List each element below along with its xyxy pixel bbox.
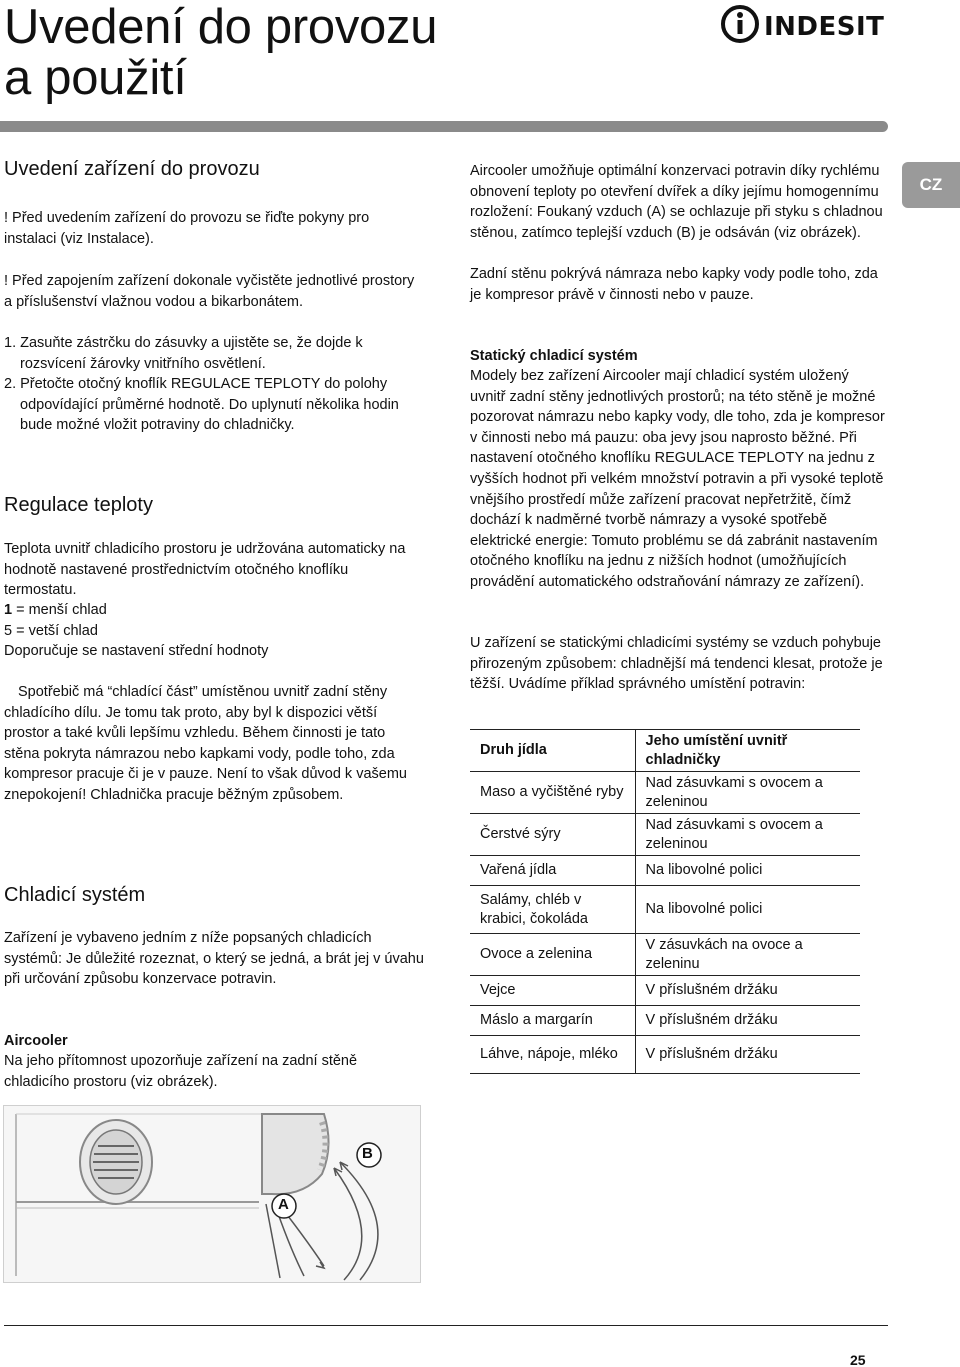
table-header-location: Jeho umístění uvnitř chladničky xyxy=(635,730,860,772)
table-cell-location: V příslušném držáku xyxy=(635,976,860,1006)
page-title xyxy=(4,2,437,104)
table-cell-location: V příslušném držáku xyxy=(635,1006,860,1036)
temperature-level-1-number: 1 xyxy=(4,602,13,618)
static-system-subheading: Statický chladicí systém xyxy=(470,348,638,364)
setup-note-cleaning: ! Před zapojením zařízení dokonale vyčistěte jednotlivé prostory a příslušenství vlažnou vodou a bikarbonátem. xyxy=(4,273,415,310)
table-cell-food: Čerstvé sýry xyxy=(470,814,635,856)
table-cell-food: Vejce xyxy=(470,976,635,1006)
header-rule xyxy=(0,121,888,132)
setup-step-1: 1. Zasuňte zástrčku do zásuvky a ujistěte se, že dojde k rozsvícení žárovky vnitřního osvětlení. xyxy=(4,335,363,372)
static-airflow-paragraph: U zařízení se statickými chladicími systémy se vzduch pohybuje přirozeným způsobem: chladnější má tendenci klesat, protože je těžší. Uvádíme příklad správného umístění potravin: xyxy=(470,635,883,693)
table-row xyxy=(470,886,860,934)
static-system-paragraph: Modely bez zařízení Aircooler mají chladicí systém uložený uvnitř zadní stěny jednotlivých prostorů; na této stěně je možné pozorovat námrazu nebo kapky vody, dle toho, zda je kompresor v činnosti nebo má pauzu: oba jevy jsou naprosto běžné. Při nastavení otočného knoflíku REGULACE TEPLOTY na jednu z vyšších hodnot při velkém množství potravin a při vysoké teplotě vnějšího prostředí může zařízení pracovat nepřetržitě, čímž dochází k nadměrné tvorbě námrazy a vysoké spotřebě elektrické energie: Tomuto problému se dá zabránit nastavením otočného knoflíku na jednu z nižších hodnot (umožňujících provádění automatického odstraňování námrazy ze zařízení). xyxy=(470,368,885,590)
temperature-level-1 xyxy=(4,600,424,621)
section-heading-temperature: Regulace teploty xyxy=(4,494,153,516)
svg-text:INDESIT: INDESIT xyxy=(764,12,885,42)
table-row xyxy=(470,976,860,1006)
food-placement-table xyxy=(470,729,860,1074)
table-row xyxy=(470,772,860,814)
table-cell-food: Láhve, nápoje, mléko xyxy=(470,1036,635,1074)
aircooler-description: Aircooler umožňuje optimální konzervaci potravin díky rychlému obnovení teploty po otevření dvířek a díky jejímu homogennímu rozložení: Foukaný vzduch (A) se ochlazuje při styku s chladnou stěnou, zatímco teplejší vzduch (B) je odsáván (viz obrázek). xyxy=(470,163,883,241)
page-title-line2: a použití xyxy=(4,51,187,105)
setup-step-2: 2. Přetočte otočný knoflík REGULACE TEPLOTY do polohy odpovídající průměrné hodnotě. Do uplynutí několika hodin bude možné vložit potraviny do chladničky. xyxy=(4,376,399,434)
table-row xyxy=(470,934,860,976)
table-cell-food: Vařená jídla xyxy=(470,856,635,886)
figure-label-b: B xyxy=(362,1145,373,1162)
figure-label-a: A xyxy=(278,1196,289,1213)
aircooler-subheading: Aircooler xyxy=(4,1033,68,1049)
aircooler-frost-note: Zadní stěnu pokrývá námraza nebo kapky vody podle toho, zda je kompresor právě v činnosti nebo v pauze. xyxy=(470,266,878,303)
table-header-row xyxy=(470,730,860,772)
table-row xyxy=(470,814,860,856)
table-cell-location: Na libovolné polici xyxy=(635,886,860,934)
aircooler-paragraph: Na jeho přítomnost upozorňuje zařízení na zadní stěně chladicího prostoru (viz obrázek). xyxy=(4,1053,358,1090)
table-cell-food: Máslo a margarín xyxy=(470,1006,635,1036)
table-row xyxy=(470,856,860,886)
table-cell-location: Nad zásuvkami s ovocem a zeleninou xyxy=(635,772,860,814)
section-heading-cooling-system: Chladicí systém xyxy=(4,884,146,906)
table-row xyxy=(470,1006,860,1036)
cooling-part-paragraph: Spotřebič má “chladící část” umístěnou uvnitř zadní stěny chladícího dílu. Je tomu tak proto, aby byl k dispozici větší prostor a také kvůli lepšímu vzhledu. Během činnosti je tato stěna pokryta námrazou nebo kapkami vody, podle toho, zda kompresor pracuje či je v pauze. Není to však důvod k vašemu znepokojení! Chladnička pracuje běžným způsobem. xyxy=(4,684,407,803)
page-title-line1: Uvedení do provozu xyxy=(4,0,438,54)
temperature-paragraph: Teplota uvnitř chladicího prostoru je udržována automaticky na hodnotě nastavené prostřednictvím otočného knoflíku termostatu. xyxy=(4,541,406,599)
aircooler-figure xyxy=(3,1105,421,1283)
table-cell-food: Ovoce a zelenina xyxy=(470,934,635,976)
setup-note-installation xyxy=(4,208,424,249)
table-cell-location: V zásuvkách na ovoce a zeleninu xyxy=(635,934,860,976)
temperature-recommendation: Doporučuje se nastavení střední hodnoty xyxy=(4,643,269,659)
table-row xyxy=(470,1036,860,1074)
footer-rule xyxy=(4,1325,888,1326)
table-cell-food: Salámy, chléb v krabici, čokoláda xyxy=(470,886,635,934)
table-cell-food: Maso a vyčištěné ryby xyxy=(470,772,635,814)
temperature-level-1-text: = menší chlad xyxy=(12,602,107,618)
table-cell-location: V příslušném držáku xyxy=(635,1036,860,1074)
table-cell-location: Na libovolné polici xyxy=(635,856,860,886)
temperature-level-5: 5 = vetší chlad xyxy=(4,623,98,639)
setup-note-installation-text: ! Před uvedením zařízení do provozu se řiďte pokyny pro instalaci (viz Instalace). xyxy=(4,210,370,247)
indesit-logo xyxy=(720,2,888,48)
cooling-system-paragraph: Zařízení je vybaveno jedním z níže popsaných chladicích systémů: Je důležité rozeznat, o který se jedná, a brát jej v úvahu při určování způsobu konzervace potravin. xyxy=(4,930,424,988)
table-cell-location: Nad zásuvkami s ovocem a zeleninou xyxy=(635,814,860,856)
page-number: 25 xyxy=(850,1352,866,1367)
language-tab: CZ xyxy=(902,162,960,208)
table-header-food: Druh jídla xyxy=(470,730,635,772)
section-heading-setup: Uvedení zařízení do provozu xyxy=(4,158,260,180)
